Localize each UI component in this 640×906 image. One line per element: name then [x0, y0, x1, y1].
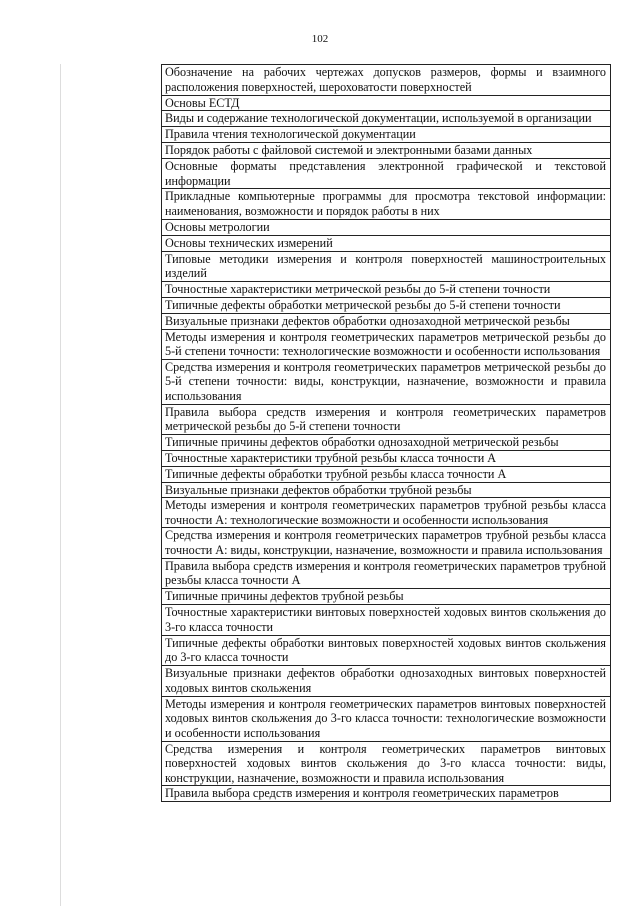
knowledge-table — [161, 64, 611, 802]
table-row: Правила выбора средств измерения и контроля геометрических параметров метрической резьбы до 5-й степени точности — [162, 405, 611, 436]
table-row: Типичные причины дефектов обработки однозаходной метрической резьбы — [162, 435, 611, 451]
table-row: Основные форматы представления электронной графической и текстовой информации — [162, 159, 611, 190]
table-row: Средства измерения и контроля геометрических параметров трубной резьбы класса точности А: виды, конструкции, назначение, возможности и правила использования — [162, 528, 611, 558]
table-row: Средства измерения и контроля геометрических параметров винтовых поверхностей ходовых винтов скольжения до 3-го класса точности: виды, конструкции, назначение, возможности и правила использования — [162, 742, 611, 787]
table-row: Методы измерения и контроля геометрических параметров винтовых поверхностей ходовых винтов скольжения до 3-го класса точности: технологические возможности и особенности использования — [162, 697, 611, 742]
table-row: Визуальные признаки дефектов обработки трубной резьбы — [162, 483, 611, 499]
table-row: Точностные характеристики трубной резьбы класса точности А — [162, 451, 611, 467]
table-row: Типичные причины дефектов трубной резьбы — [162, 589, 611, 605]
table-row: Визуальные признаки дефектов обработки однозаходных винтовых поверхностей ходовых винтов скольжения — [162, 666, 611, 697]
table-row: Правила выбора средств измерения и контроля геометрических параметров трубной резьбы класса точности А — [162, 559, 611, 590]
table-row: Порядок работы с файловой системой и электронными базами данных — [162, 143, 611, 159]
page-number: 102 — [311, 33, 329, 45]
table-row: Основы метрологии — [162, 220, 611, 236]
table-row: Точностные характеристики винтовых поверхностей ходовых винтов скольжения до 3-го класса точности — [162, 605, 611, 636]
table-row: Типичные дефекты обработки винтовых поверхностей ходовых винтов скольжения до 3-го класса точности — [162, 636, 611, 667]
table-row: Основы технических измерений — [162, 236, 611, 252]
table-left-column — [60, 64, 162, 906]
table-row: Методы измерения и контроля геометрических параметров метрической резьбы до 5-й степени точности: технологические возможности и особенности использования — [162, 330, 611, 360]
table-row: Визуальные признаки дефектов обработки однозаходной метрической резьбы — [162, 314, 611, 330]
table-row: Точностные характеристики метрической резьбы до 5-й степени точности — [162, 282, 611, 298]
table-row: Правила выбора средств измерения и контроля геометрических параметров — [162, 786, 611, 802]
table-row: Правила чтения технологической документации — [162, 127, 611, 143]
table-row: Средства измерения и контроля геометрических параметров метрической резьбы до 5-й степени точности: виды, конструкции, назначение, возможности и правила использования — [162, 360, 611, 405]
table-row: Типичные дефекты обработки метрической резьбы до 5-й степени точности — [162, 298, 611, 314]
table-row: Прикладные компьютерные программы для просмотра текстовой информации: наименования, возможности и порядок работы в них — [162, 189, 611, 220]
table-row: Методы измерения и контроля геометрических параметров трубной резьбы класса точности А: технологические возможности и особенности использования — [162, 498, 611, 528]
table-row: Виды и содержание технологической документации, используемой в организации — [162, 111, 611, 127]
table-row: Типовые методики измерения и контроля поверхностей машиностроительных изделий — [162, 252, 611, 283]
table-row: Типичные дефекты обработки трубной резьбы класса точности А — [162, 467, 611, 483]
table-row: Основы ЕСТД — [162, 96, 611, 112]
table-row: Обозначение на рабочих чертежах допусков размеров, формы и взаимного расположения поверхностей, шероховатости поверхностей — [162, 65, 611, 96]
